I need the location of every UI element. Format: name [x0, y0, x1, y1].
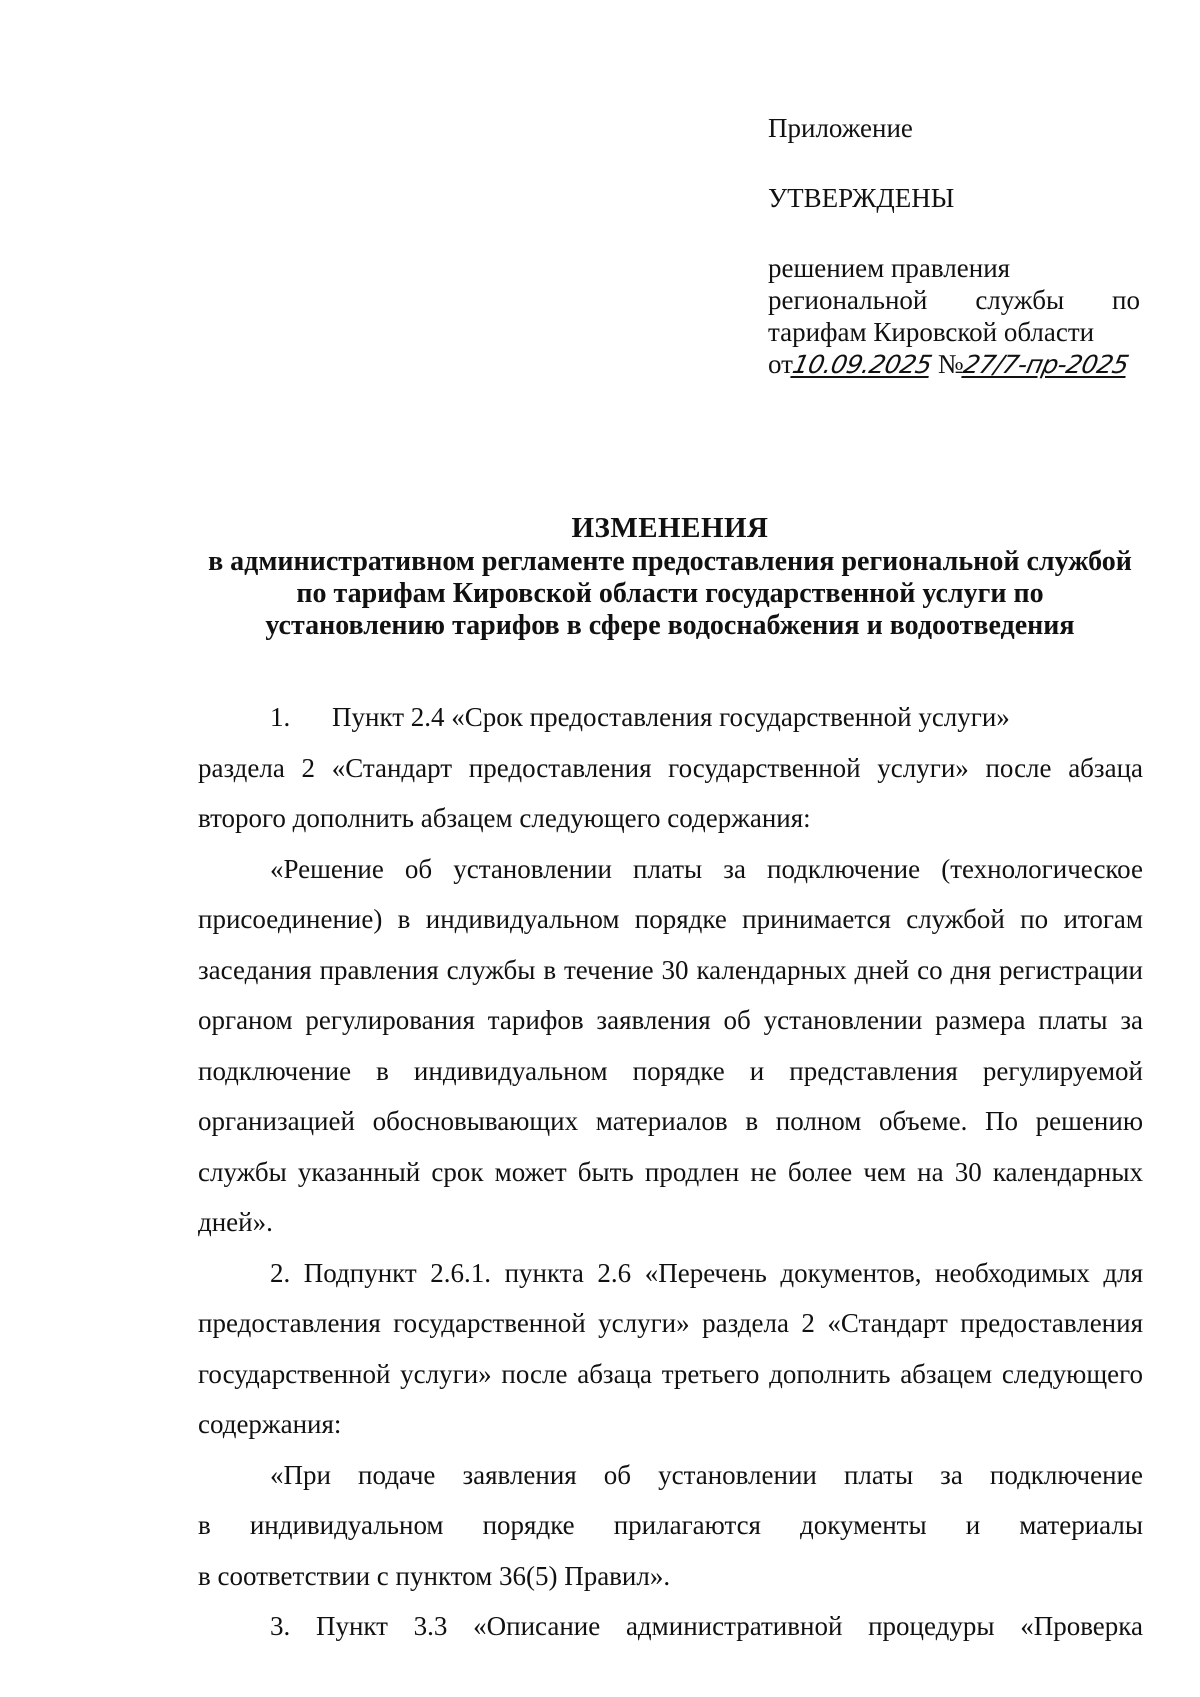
approved-label: УТВЕРЖДЕНЫ	[768, 183, 955, 213]
item-3-start: 3. Пункт 3.3 «Описание административной процедуры «Проверка	[270, 1611, 1143, 1641]
document-body	[198, 692, 1143, 1652]
date-prefix: от	[768, 349, 793, 379]
item-1-text: раздела 2 «Стандарт предоставления государственной услуги» после абзаца второго дополнить абзацем следующего содержания:	[198, 752, 1143, 833]
item-1-number: 1.	[270, 702, 291, 732]
subtitle-line-2: по тарифам Кировской области государственной услуги по	[296, 578, 1044, 609]
subtitle-line-1: в административном регламенте предоставления региональной службой	[208, 546, 1132, 577]
quote-1: «Решение об установлении платы за подключение (технологическое присоединение) в индивидуальном порядке принимается службой по итогам заседания правления службы в течение 30 календарных дней со дня регистрации органом регулирования тарифов заявления об установлении размера платы за подключение в индивидуальном порядке и представления регулируемой организацией обосновывающих материалов в полном объеме. По решению службы указанный срок может быть продлен не более чем на 30 календарных дней».	[198, 853, 1143, 1237]
item-1-heading: Пункт 2.4 «Срок предоставления государственной услуги»	[332, 702, 1010, 732]
appendix-label: Приложение	[768, 113, 913, 143]
quote-2-line-1: «При подаче заявления об установлении платы за подключение	[270, 1459, 1143, 1490]
handwritten-date: 10.09.2025	[789, 350, 935, 379]
decision-line-3: тарифам Кировской области	[768, 317, 1095, 347]
number-sign: №	[937, 349, 964, 379]
decision-date-number-line	[768, 348, 1140, 384]
decision-line-1: решением правления	[768, 253, 1011, 283]
decision-line-2: региональной службы по	[768, 285, 1140, 315]
document-title	[120, 512, 1200, 642]
item-1-first-line	[198, 692, 1143, 743]
approval-block	[768, 112, 1140, 384]
title-main: ИЗМЕНЕНИЯ	[571, 512, 769, 544]
item-2-text: 2. Подпункт 2.6.1. пункта 2.6 «Перечень документов, необходимых для предоставления государственной услуги» раздела 2 «Стандарт предоставления государственной услуги» после абзаца третьего дополнить абзацем следующего содержания:	[198, 1257, 1143, 1439]
quote-2-line-3: в соответствии с пунктом 36(5) Правил».	[198, 1560, 671, 1591]
quote-2-line-2: в индивидуальном порядке прилагаются документы и материалы	[198, 1510, 1143, 1540]
subtitle-line-3: установлению тарифов в сфере водоснабжения и водоотведения	[265, 610, 1075, 641]
handwritten-number: 27/7-пр-2025	[960, 350, 1131, 379]
